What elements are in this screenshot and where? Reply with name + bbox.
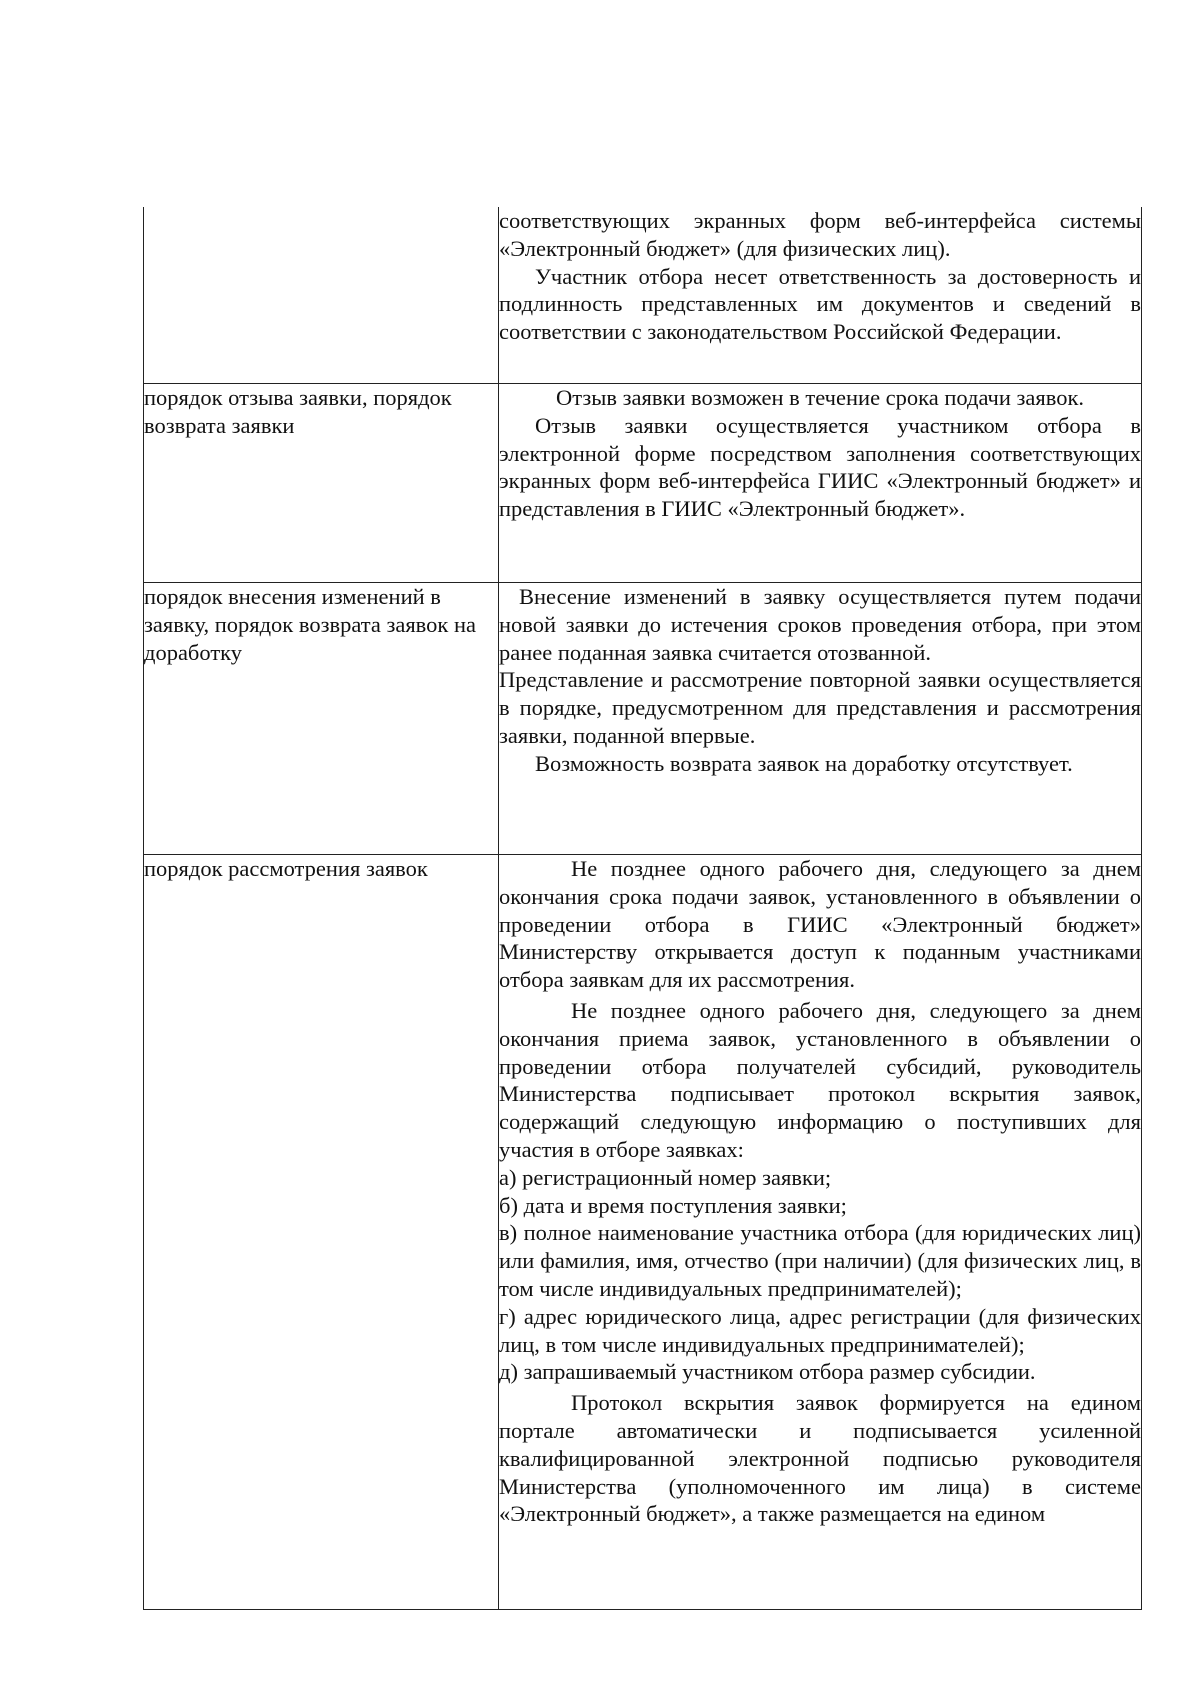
paragraph: Не позднее одного рабочего дня, следующего за днем окончания срока подачи заявок, установленного в объявлении о проведении отбора в ГИИС «Электронный бюджет» Министерству открывается доступ к поданным участниками отбора заявкам для их рассмотрения. — [499, 856, 1141, 993]
row-label-cell — [144, 207, 499, 384]
row-content-cell — [499, 583, 1142, 855]
row-content-cell — [499, 207, 1142, 384]
paragraph: Отзыв заявки осуществляется участником отбора в электронной форме посредством заполнения соответствующих экранных форм веб-интерфейса ГИИС «Электронный бюджет» и представления в ГИИС «Электронный бюджет». — [499, 412, 1141, 522]
paragraph: Возможность возврата заявок на доработку отсутствует. — [535, 750, 1073, 776]
table-row — [144, 207, 1142, 384]
paragraph: соответствующих экранных форм веб-интерфейса системы «Электронный бюджет» (для физических лиц). — [499, 208, 1141, 261]
row-label-cell: порядок рассмотрения заявок — [144, 855, 499, 1610]
paragraph: Протокол вскрытия заявок формируется на едином портале автоматически и подписывается усиленной квалифицированной электронной подписью руководителя Министерства (уполномоченного им лица) в системе «Электронный бюджет», а также размещается на едином — [499, 1390, 1141, 1527]
list-item: г) адрес юридического лица, адрес регистрации (для физических лиц, в том числе индивидуальных предпринимателей); — [499, 1303, 1141, 1357]
list-item: в) полное наименование участника отбора (для юридических лиц) или фамилия, имя, отчество (при наличии) (для физических лиц, в том числе индивидуальных предпринимателей); — [499, 1220, 1141, 1301]
paragraph: Представление и рассмотрение повторной заявки осуществляется в порядке, предусмотренном для представления и рассмотрения заявки, поданной впервые. — [499, 667, 1141, 748]
paragraph: Внесение изменений в заявку осуществляется путем подачи новой заявки до истечения сроков проведения отбора, при этом ранее поданная заявка считается отозванной. — [499, 584, 1141, 665]
list-item: а) регистрационный номер заявки; — [499, 1164, 832, 1190]
row-content-cell — [499, 855, 1142, 1610]
paragraph: Участник отбора несет ответственность за достоверность и подлинность представленных им документов и сведений в соответствии с законодательством Российской Федерации. — [499, 263, 1141, 345]
paragraph: Не позднее одного рабочего дня, следующего за днем окончания приема заявок, установленного в объявлении о проведении отбора получателей субсидий, руководитель Министерства подписывает протокол вскрытия заявок, содержащий следующую информацию о поступивших для участия в отборе заявках: — [499, 997, 1141, 1162]
list-item: б) дата и время поступления заявки; — [499, 1192, 847, 1218]
table-row — [144, 855, 1142, 1610]
paragraph: Отзыв заявки возможен в течение срока подачи заявок. — [556, 385, 1085, 410]
row-content-cell — [499, 384, 1142, 583]
selection-procedure-table — [143, 207, 1142, 1610]
list-item: д) запрашиваемый участником отбора размер субсидии. — [499, 1359, 1036, 1385]
table-row — [144, 583, 1142, 855]
row-label-cell: порядок отзыва заявки, порядок возврата заявки — [144, 384, 499, 583]
table-row — [144, 384, 1142, 583]
row-label-cell: порядок внесения изменений в заявку, порядок возврата заявок на доработку — [144, 583, 499, 855]
